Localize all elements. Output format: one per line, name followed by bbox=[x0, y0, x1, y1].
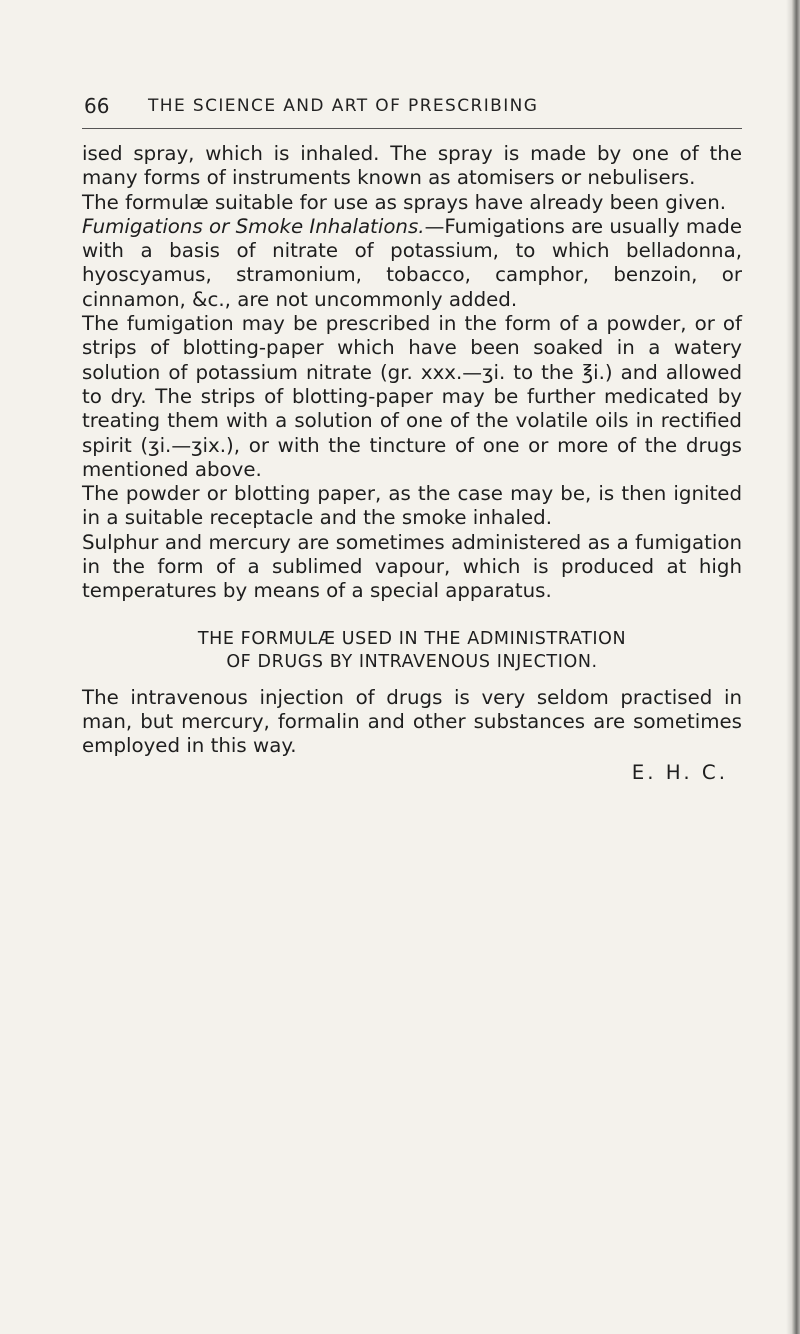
page-binding-edge bbox=[786, 0, 800, 1334]
paragraph-intravenous: The intravenous injection of drugs is very seldom practised in man, but mercury, formalin and other substances are sometimes employed in this way. bbox=[82, 685, 742, 758]
running-title: THE SCIENCE AND ART OF PRESCRIBING bbox=[148, 96, 539, 116]
author-initials: E. H. C. bbox=[631, 760, 728, 784]
fumigations-side-heading: Fumigations or Smoke Inhalations. bbox=[82, 214, 425, 238]
section-heading bbox=[82, 628, 742, 674]
paragraph-sulphur-mercury: Sulphur and mercury are sometimes administered as a fumigation in the form of a sublimed vapour, which is produced at high temperatures by means of a special apparatus. bbox=[82, 530, 742, 603]
paragraph-ignition: The powder or blotting paper, as the case may be, is then ignited in a suitable receptacle and the smoke inhaled. bbox=[82, 482, 742, 530]
fumigations-text: —Fumigations are usually made with a basis of nitrate of potassium, to which belladonna, hyoscyamus, stramonium, tobacco, camphor, benzoin, or cinnamon, &c., are not uncommonly added. bbox=[82, 214, 742, 311]
page-number: 66 bbox=[84, 94, 110, 118]
running-head bbox=[84, 94, 744, 120]
section-heading-line-2: OF DRUGS BY INTRAVENOUS INJECTION. bbox=[226, 651, 598, 672]
paragraph-fumigations bbox=[82, 215, 742, 312]
paragraph-powder-strips: The fumigation may be prescribed in the form of a powder, or of strips of blotting-paper which have been soaked in a watery solution of potassium nitrate (gr. xxx.—ʒi. to the ℥i.) and allowed to dry. The strips of blotting-paper may be further medicated by treating them with a solution of one of the volatile oils in rectified spirit (ʒi.—ʒix.), or with the tincture of one or more of the drugs mentioned above. bbox=[82, 312, 742, 481]
paragraph-formulae: The formulæ suitable for use as sprays have already been given. bbox=[82, 190, 727, 214]
body-text bbox=[82, 142, 742, 785]
paragraph-spray: ised spray, which is inhaled. The spray is made by one of the many forms of instruments known as atomisers or nebulisers. bbox=[82, 142, 742, 190]
header-rule bbox=[82, 128, 742, 129]
section-heading-line-1: THE FORMULÆ USED IN THE ADMINISTRATION bbox=[197, 628, 627, 649]
